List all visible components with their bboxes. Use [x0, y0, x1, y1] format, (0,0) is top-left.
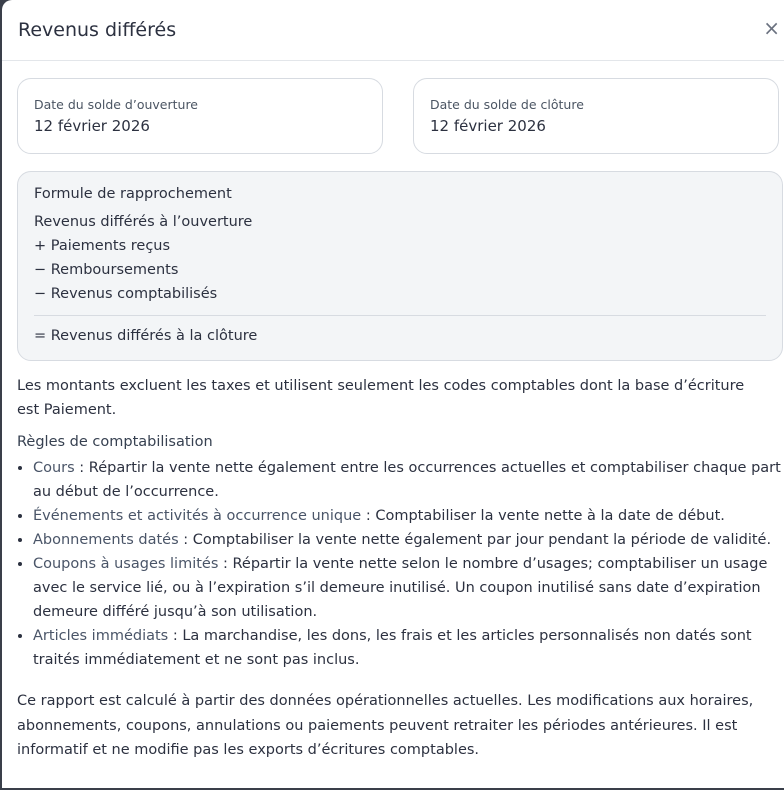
rule-name: Cours — [33, 460, 75, 476]
reconciliation-formula-box — [17, 171, 783, 361]
formula-result: = Revenus différés à la clôture — [34, 328, 258, 344]
list-item — [33, 504, 784, 528]
formula-line-recognized: − Revenus comptabilisés — [34, 286, 218, 302]
rule-name: Articles immédiats — [33, 628, 169, 644]
rule-text: : Répartir la vente nette selon le nombre d’usages; comptabiliser un usage avec le service lié, ou à l’expiration s’il demeure inutilisé. Un coupon inutilisé sans date d’expiration demeure différé jusqu’à son utilisation. — [33, 556, 768, 620]
rule-name: Abonnements datés — [33, 532, 179, 548]
dialog-body — [2, 61, 784, 763]
rules-title: Règles de comptabilisation — [17, 434, 213, 450]
rule-name: Coupons à usages limités — [33, 556, 219, 572]
formula-line-opening: Revenus différés à l’ouverture — [34, 214, 253, 230]
rule-text: : Comptabiliser la vente nette à la date de début. — [361, 508, 725, 524]
list-item — [33, 624, 784, 672]
formula-divider — [34, 315, 766, 316]
tax-note: Les montants excluent les taxes et utilisent seulement les codes comptables dont la base d’écriture est Paiement. — [17, 378, 745, 418]
list-item — [33, 528, 784, 552]
rules-list — [17, 456, 784, 672]
list-item — [33, 552, 784, 624]
opening-date-label: Date du solde d’ouverture — [34, 97, 198, 112]
rule-name: Événements et activités à occurrence unique — [33, 508, 362, 524]
list-item — [33, 456, 784, 504]
rule-text: : Répartir la vente nette également entre les occurrences actuelles et comptabiliser chaque part au début de l’occurrence. — [33, 460, 781, 500]
dialog-header — [2, 0, 784, 61]
dialog-title: Revenus différés — [18, 19, 177, 41]
rule-text: : La marchandise, les dons, les frais et les articles personnalisés non datés sont traités immédiatement et ne sont pas inclus. — [33, 628, 752, 668]
closing-date-value: 12 février 2026 — [430, 117, 546, 135]
formula-line-refunds: − Remboursements — [34, 262, 179, 278]
formula-title: Formule de rapprochement — [34, 186, 232, 202]
opening-date-value: 12 février 2026 — [34, 117, 150, 135]
formula-line-payments: + Paiements reçus — [34, 238, 171, 254]
closing-date-card — [413, 78, 779, 154]
rule-text: : Comptabiliser la vente nette également par jour pendant la période de validité. — [178, 532, 772, 548]
footer-note: Ce rapport est calculé à partir des données opérationnelles actuelles. Les modifications aux horaires, abonnements, coupons, annulations ou paiements peuvent retraiter les périodes antérieures. Il est informatif et ne modifie pas les exports d’écritures comptables. — [17, 693, 754, 758]
closing-date-label: Date du solde de clôture — [430, 97, 584, 112]
opening-date-card — [17, 78, 383, 154]
deferred-revenue-dialog — [2, 0, 784, 788]
date-row — [17, 78, 784, 154]
close-icon[interactable]: × — [763, 16, 780, 40]
